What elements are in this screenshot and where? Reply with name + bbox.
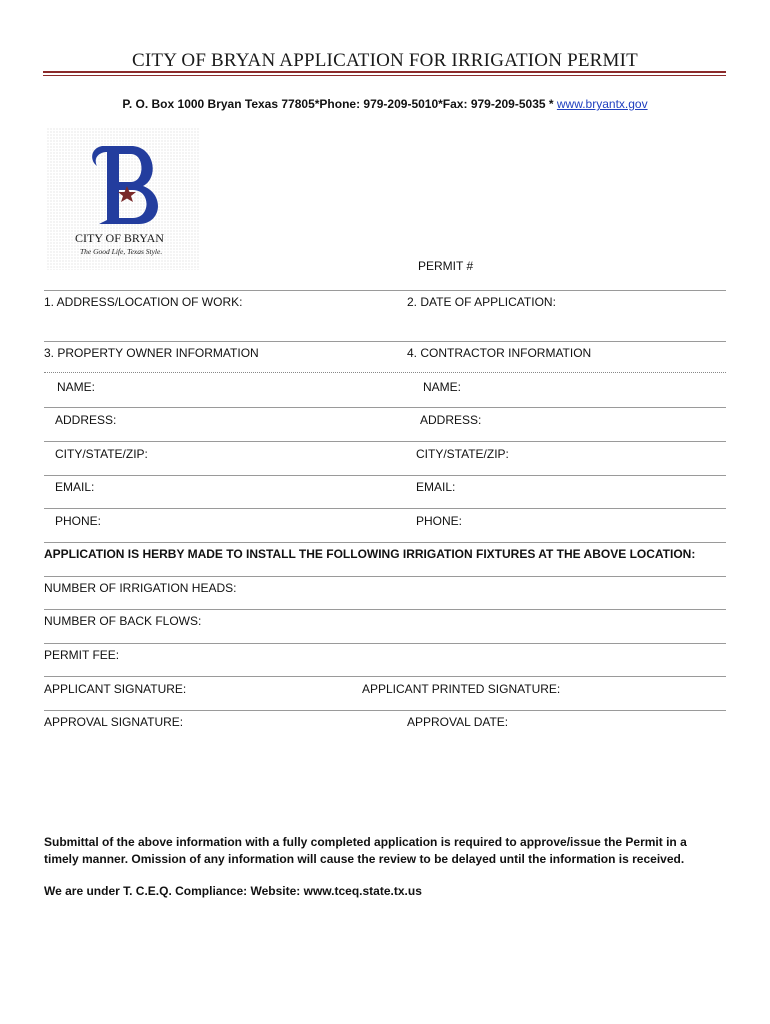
fixtures-heading: APPLICATION IS HERBY MADE TO INSTALL THE FOLLOWING IRRIGATION FIXTURES AT THE ABOVE LOCATION:: [44, 547, 696, 561]
owner-name-label: NAME:: [57, 380, 96, 394]
divider: [44, 609, 726, 610]
owner-section-label: 3. PROPERTY OWNER INFORMATION: [44, 346, 259, 360]
website-link[interactable]: www.bryantx.gov: [556, 97, 648, 111]
irrigation-heads-label: NUMBER OF IRRIGATION HEADS:: [44, 581, 237, 595]
logo-tagline: The Good Life, Texas Style.: [80, 247, 163, 256]
divider: [44, 441, 726, 442]
back-flows-label: NUMBER OF BACK FLOWS:: [44, 614, 202, 628]
owner-city-label: CITY/STATE/ZIP:: [55, 447, 148, 461]
divider: [44, 508, 726, 509]
permit-fee-label: PERMIT FEE:: [44, 648, 120, 662]
logo-city-name: CITY OF BRYAN: [75, 231, 164, 245]
contact-text: P. O. Box 1000 Bryan Texas 77805*Phone: 979-209-5010*Fax: 979-209-5035 *: [122, 97, 557, 111]
title-rule-thin: [43, 75, 726, 76]
address-location-label: 1. ADDRESS/LOCATION OF WORK:: [44, 295, 243, 309]
date-of-application-label: 2. DATE OF APPLICATION:: [407, 295, 556, 309]
contractor-address-label: ADDRESS:: [420, 413, 482, 427]
divider: [44, 407, 726, 408]
title-rule-thick: [43, 71, 726, 73]
applicant-printed-label: APPLICANT PRINTED SIGNATURE:: [362, 682, 561, 696]
submittal-note: Submittal of the above information with a fully completed application is required to approve/issue the Permit in a timely manner. Omission of any information will cause the review to be delayed until the information is received.: [44, 835, 687, 866]
divider: [44, 643, 726, 644]
contractor-section-label: 4. CONTRACTOR INFORMATION: [407, 346, 592, 360]
city-logo: [47, 128, 200, 270]
approval-signature-label: APPROVAL SIGNATURE:: [44, 715, 184, 729]
divider: [44, 475, 726, 476]
approval-date-label: APPROVAL DATE:: [407, 715, 509, 729]
owner-phone-label: PHONE:: [55, 514, 102, 528]
applicant-signature-label: APPLICANT SIGNATURE:: [44, 682, 187, 696]
compliance-note: We are under T. C.E.Q. Compliance: Website: www.tceq.state.tx.us: [44, 884, 422, 898]
contractor-city-label: CITY/STATE/ZIP:: [416, 447, 509, 461]
city-logo-graphic: [47, 128, 200, 270]
divider: [44, 542, 726, 543]
permit-number-label: PERMIT #: [418, 259, 474, 273]
contractor-name-label: NAME:: [423, 380, 462, 394]
contractor-phone-label: PHONE:: [416, 514, 463, 528]
divider: [44, 710, 726, 711]
page-title: CITY OF BRYAN APPLICATION FOR IRRIGATION PERMIT: [132, 50, 638, 71]
contractor-email-label: EMAIL:: [416, 480, 456, 494]
divider: [44, 576, 726, 577]
contact-line: [0, 97, 770, 111]
owner-email-label: EMAIL:: [55, 480, 95, 494]
divider: [44, 341, 726, 342]
divider: [44, 676, 726, 677]
divider: [44, 372, 726, 373]
owner-address-label: ADDRESS:: [55, 413, 117, 427]
divider: [44, 290, 726, 291]
